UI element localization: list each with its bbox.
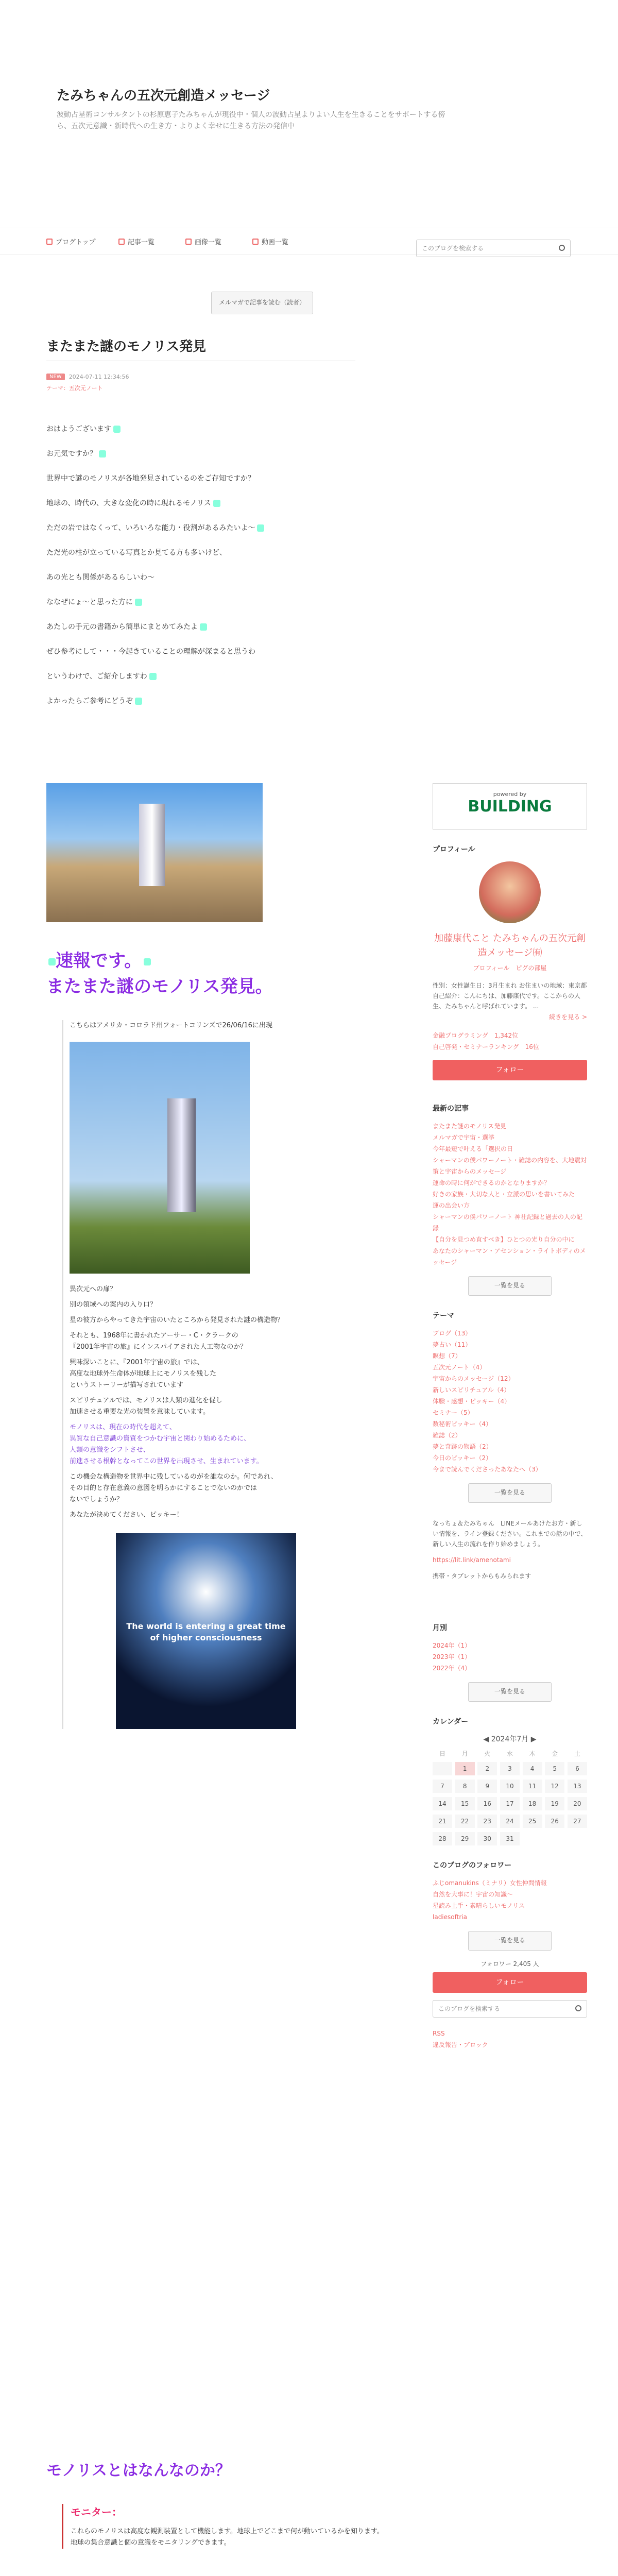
following-heading: このブログのフォロワー xyxy=(433,1861,512,1870)
paragraph: よかったらご参考にどうぞ xyxy=(46,696,142,706)
section-body: これらのモノリスは高度な観測装置として機能します。地球上でどこまで何が動いているかを知ります。地球の集合意識と個の意識をモニタリングできます。 xyxy=(71,2528,384,2547)
list-icon xyxy=(118,239,125,245)
following-more-button[interactable]: 一覧を見る xyxy=(468,1931,552,1951)
ranking-link[interactable]: 自己啓発・セミナーランキング 16位 xyxy=(433,1043,539,1050)
calendar-row: 1 2 3 4 5 6 xyxy=(433,1762,587,1775)
theme-item[interactable]: 雑誌（2） xyxy=(433,1432,461,1439)
paragraph: ただ光の柱が立っている写真とか見てる方も多いけど、 xyxy=(46,549,227,557)
quote-line: それとも、1968年に書かれたアーサー・C・クラークの xyxy=(70,1332,238,1340)
recent-item[interactable]: 運命の時に何ができるのかとなりますか？ xyxy=(433,1179,551,1187)
quote-intro: こちらはアメリカ・コロラド州フォートコリンズで26/06/16に出現 xyxy=(70,1022,272,1029)
photo-caption: The world is entering a great time of higher consciousness xyxy=(126,1621,286,1642)
quote-line: 『2001年宇宙の旅』にインスパイアされた人工物なのか？ xyxy=(70,1343,247,1351)
follower-item[interactable]: ladiesoftria xyxy=(433,1913,467,1921)
avatar[interactable] xyxy=(479,861,541,923)
theme-item[interactable]: セミナー（5） xyxy=(433,1409,474,1416)
home-icon xyxy=(46,239,53,245)
nav-image-list[interactable]: 画像一覧 xyxy=(185,236,221,246)
theme-item[interactable]: 今日のピッキー（2） xyxy=(433,1454,492,1462)
calendar-row: 14 15 16 17 18 19 20 xyxy=(433,1797,587,1810)
recent-heading: 最新の記事 xyxy=(433,1105,469,1113)
theme-item[interactable]: 今まで読んでくださったあなたへ（3） xyxy=(433,1466,542,1473)
followers-count: フォロワー 2,405 人 xyxy=(480,1960,539,1968)
post-title[interactable]: またまた謎のモノリス発見 xyxy=(46,339,207,354)
calendar xyxy=(433,1734,587,1845)
emoji-icon xyxy=(213,500,220,507)
paragraph: あたしの手元の書籍から簡単にまとめてみたよ xyxy=(46,621,207,632)
archive-heading: 月別 xyxy=(433,1624,447,1632)
quote-line: スピリチュアルでは、モノリスは人類の進化を促し xyxy=(70,1397,222,1404)
profile-name[interactable]: 加藤康代こと たみちゃんの五次元創造メッセージ㈲ xyxy=(434,933,586,958)
quote-line: あなたが決めてください、ピッキー！ xyxy=(70,1511,183,1519)
paragraph: 世界中で謎のモノリスが各地発見されているのをご存知ですか？ xyxy=(46,474,255,483)
recent-item[interactable]: シャーマンの僕パワーノート・雑誌の内容を、大地震対策と宇宙からのメッセージ xyxy=(433,1157,587,1175)
archive-item[interactable]: 2024年（1） xyxy=(433,1642,471,1649)
emoji-icon xyxy=(144,958,151,965)
calendar-month: ◀ 2024年7月 ▶ xyxy=(483,1735,537,1743)
quote-line: 加速させる重要な光の装置を意味しています。 xyxy=(70,1408,210,1416)
theme-heading: テーマ xyxy=(433,1312,454,1320)
new-badge: NEW xyxy=(46,374,65,380)
follower-item[interactable]: ふじomanukins（ミナリ）女性仲間情報 xyxy=(433,1879,547,1887)
quote-line: 異次元への扉？ xyxy=(70,1285,117,1293)
monolith-shape xyxy=(139,804,165,886)
nav-article-list[interactable]: 記事一覧 xyxy=(118,236,154,246)
recent-item[interactable]: 好きの家族・大切な人と・立派の思いを書いてみた xyxy=(433,1191,575,1198)
sidebar xyxy=(433,783,587,2050)
quote-line: ないでしょうか？ xyxy=(70,1496,124,1503)
building-banner[interactable]: powered by BUILDING xyxy=(433,783,587,829)
paragraph: ななぜにょ〜と思った方に xyxy=(46,597,142,607)
archive-item[interactable]: 2023年（1） xyxy=(433,1653,471,1660)
recent-item[interactable]: 運の出会い方 xyxy=(433,1202,470,1209)
quote-line: 別の領域への案内の入り口？ xyxy=(70,1301,157,1309)
misc-text: なっちょ＆たみちゃん LINEメールあけたお方・新しい情報を、ライン登録ください。これまでの話の中で、新しい人生の流れを作り始めましょう。 xyxy=(433,1520,587,1548)
emoji-icon xyxy=(48,958,56,965)
paragraph: あの光とも関係があるらしいわ〜 xyxy=(46,573,154,582)
magazine-button[interactable]: メルマガで記事を読む（読者） xyxy=(211,292,313,314)
emoji-icon xyxy=(113,426,121,433)
emoji-icon xyxy=(135,698,142,705)
emoji-icon xyxy=(99,450,106,457)
theme-item[interactable]: 瞑想（7） xyxy=(433,1352,461,1360)
recent-item[interactable]: シャーマンの僕パワーノート 神社記録と過去の人の記録 xyxy=(433,1213,582,1232)
calendar-weekdays: 日 月 火 水 木 金 土 xyxy=(439,1750,580,1757)
post-date: 2024-07-11 12:34:56 xyxy=(68,374,129,380)
search-icon[interactable] xyxy=(575,2005,581,2011)
theme-item[interactable]: 五次元ノート（4） xyxy=(433,1364,486,1371)
theme-item[interactable]: 夢占い（11） xyxy=(433,1341,472,1348)
follower-item[interactable]: 星読み上手・素晴らしいモノリス xyxy=(433,1902,525,1909)
theme-item[interactable]: 数秘術ピッキー（4） xyxy=(433,1420,492,1428)
emoji-icon xyxy=(135,599,142,606)
nav-blog-top[interactable]: ブログトップ xyxy=(46,236,96,246)
profile-heading: プロフィール xyxy=(433,845,475,854)
emoji-icon xyxy=(257,524,264,532)
theme-item[interactable]: ブログ（13） xyxy=(433,1330,472,1337)
emoji-icon xyxy=(200,623,207,631)
monolith-shape xyxy=(167,1098,196,1212)
theme-item[interactable]: 夢と奇跡の物語（2） xyxy=(433,1443,492,1450)
section-title: モニター： xyxy=(71,2506,122,2518)
nav-video-list[interactable]: 動画一覧 xyxy=(252,236,288,246)
theme-more-button[interactable]: 一覧を見る xyxy=(468,1483,552,1503)
blog-title[interactable]: たみちゃんの五次元創造メッセージ xyxy=(57,88,270,104)
profile-links[interactable]: プロフィール ピグの部屋 xyxy=(473,964,547,972)
recent-item[interactable]: 【自分を見つめ直すべき】ひとつの光り自分の中に xyxy=(433,1236,575,1243)
calendar-row: 21 22 23 24 25 26 27 xyxy=(433,1815,587,1828)
misc-footer: 携帯・タブレットからもみられます xyxy=(433,1572,531,1580)
profile-text: 性別：女性誕生日：3月生まれ お住まいの地域：東京都自己紹介：こんにちは、加藤康代です。ここからの人生、たみちゃんと呼ばれています。 ... xyxy=(433,982,587,1010)
theme-item[interactable]: 新しいスピリチュアル（4） xyxy=(433,1386,510,1394)
report-link[interactable]: 違反報告・ブロック xyxy=(433,2041,488,2048)
quote-line: 高度な地球外生命体が地球上にモノリスを残した xyxy=(70,1370,217,1378)
post-theme[interactable]: テーマ：五次元ノート xyxy=(46,385,103,392)
ranking-link[interactable]: 金融プログラミング 1,342位 xyxy=(433,1032,519,1039)
prev-month-icon[interactable]: ◀ xyxy=(483,1735,491,1743)
quote-block xyxy=(62,1020,358,1729)
misc-link[interactable]: https://lit.link/amenotami xyxy=(433,1556,511,1564)
blog-header xyxy=(0,0,618,216)
paragraph: おはようございます xyxy=(46,423,121,434)
quote-line: 興味深いことに、『2001年宇宙の旅』では、 xyxy=(70,1359,204,1366)
recent-item[interactable]: またまた謎のモノリス発見 xyxy=(433,1123,507,1130)
quote-line: その目的と存在意義の意図を明らかにすることでないのかでは xyxy=(70,1484,258,1492)
paragraph: お元気ですか？ xyxy=(46,448,106,459)
quote-line: この機会な構造物を世界中に残しているのがを誰なのか。何であれ、 xyxy=(70,1473,278,1481)
post-meta xyxy=(46,374,129,380)
quote-line: 星の彼方からやってきた宇宙のいたところから発見された謎の構造物？ xyxy=(70,1316,284,1324)
section-monitor xyxy=(62,2504,390,2549)
image-icon xyxy=(185,239,192,245)
sidebar-search-input[interactable]: このブログを検索する xyxy=(433,2000,587,2018)
monolith-field-photo[interactable] xyxy=(70,1042,250,1274)
recent-item[interactable]: メルマガで宇宙・選挙 xyxy=(433,1134,495,1141)
next-month-icon[interactable]: ▶ xyxy=(528,1735,537,1743)
archive-item[interactable]: 2022年（4） xyxy=(433,1665,471,1672)
video-icon xyxy=(252,239,259,245)
paragraph: ただの岩ではなくって、いろいろな能力・役割があるみたいよ〜 xyxy=(46,522,264,533)
follower-item[interactable]: 自然を大事に！宇宙の知識〜 xyxy=(433,1891,513,1898)
breaking-headline: 速報です。 またまた謎のモノリス発見。 xyxy=(46,951,273,997)
calendar-row: 28 29 30 31 xyxy=(433,1832,587,1845)
recent-item[interactable]: 今年最短で叶える「選択の日 xyxy=(433,1145,513,1153)
recent-item[interactable]: あなたのシャーマン・アセンション・ライトボディのメッセージ xyxy=(433,1247,586,1266)
blog-search-input[interactable]: このブログを検索する xyxy=(416,240,571,257)
section-heading: モノリスとはなんなのか？ xyxy=(46,2462,231,2480)
theme-item[interactable]: 体験・感想・ピッキー（4） xyxy=(433,1398,511,1405)
theme-item[interactable]: 宇宙からのメッセージ（12） xyxy=(433,1375,514,1382)
paragraph: 地球の、時代の、大きな変化の時に現れるモノリス xyxy=(46,498,220,508)
emoji-icon xyxy=(149,673,157,680)
consciousness-light-photo[interactable] xyxy=(116,1533,296,1729)
quote-line: モノリスは、現在の時代を超えて、 xyxy=(70,1423,176,1431)
calendar-heading: カレンダー xyxy=(433,1718,469,1726)
quote-line: というストーリーが描写されています xyxy=(70,1381,184,1389)
follow-button[interactable]: フォロー xyxy=(433,1060,587,1080)
recent-more-button[interactable]: 一覧を見る xyxy=(468,1276,552,1296)
profile-more-link[interactable]: 続きを見る > xyxy=(549,1013,587,1021)
quote-line: 異質な自己意識の資質をつかむ宇宙と関わり始めるために、 xyxy=(70,1435,251,1443)
monolith-desert-photo[interactable] xyxy=(46,783,263,922)
search-icon[interactable] xyxy=(559,245,565,251)
quote-line: 前進させる根幹となってこの世界を出現させ、生まれています。 xyxy=(70,1458,263,1465)
calendar-row: 7 8 9 10 11 12 13 xyxy=(433,1780,587,1793)
archive-more-button[interactable]: 一覧を見る xyxy=(468,1682,552,1702)
blog-description: 波動占星術コンサルタントの杉原恵子たみちゃんが現役中・個人の波動占星よりよい人生を生きることをサポートする傍ら、五次元意識・新時代への生き方・よりよく幸せに生きる方法の発信中 xyxy=(57,111,445,130)
quote-line: 人類の意識をシフトさせ、 xyxy=(70,1446,150,1454)
rss-link[interactable]: RSS xyxy=(433,2030,445,2037)
paragraph: ぜひ参考にして・・・今起きていることの理解が深まると思うわ xyxy=(46,648,255,656)
paragraph: というわけで、ご紹介しますわ xyxy=(46,671,157,681)
follow-button-bottom[interactable]: フォロー xyxy=(433,1972,587,1993)
